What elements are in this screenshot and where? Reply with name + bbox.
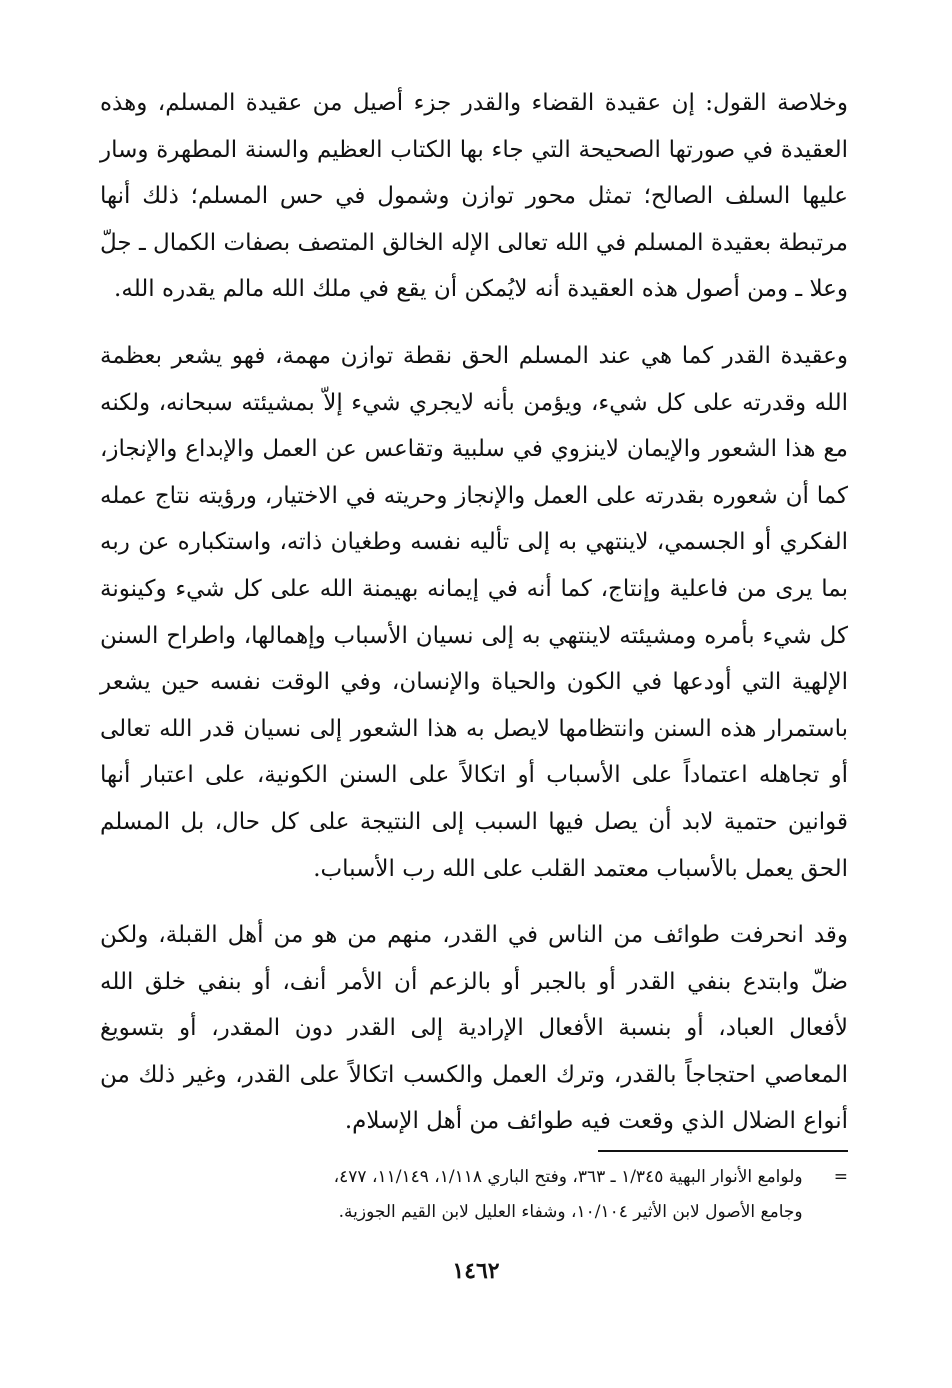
footnote-marker: =: [833, 1167, 848, 1187]
footnote-line-2: [100, 1195, 848, 1230]
page-body: [100, 80, 848, 1145]
paragraph-3: وقد انحرفت طوائف من الناس في القدر، منهم من هو من أهل القبلة، ولكن ضلّ وابتدع بنفي القدر أو بالجبر أو بالزعم أن الأمر أنف، أو بنفي خلق الله لأفعال العباد، أو بنسبة الأفعال الإرادية إلى القدر دون المقدر، أو بتسويغ المعاصي احتجاجاً بالقدر، وترك العمل والكسب اتكالاً على القدر، وغير ذلك من أنواع الضلال الذي وقعت فيه طوائف من أهل الإسلام.: [100, 922, 848, 1135]
footnote-text-2: وجامع الأصول لابن الأثير ١٠/١٠٤، وشفاء العليل لابن القيم الجوزية.: [338, 1202, 803, 1222]
footnote-text-1: ولوامع الأنوار البهية ١/٣٤٥ ـ ٣٦٣، وفتح الباري ١/١١٨، ١١/١٤٩، ٤٧٧،: [333, 1167, 803, 1187]
paragraph-2: وعقيدة القدر كما هي عند المسلم الحق نقطة توازن مهمة، فهو يشعر بعظمة الله وقدرته على كل شيء، ويؤمن بأنه لايجري شيء إلاّ بمشيئته سبحانه، ولكنه مع هذا الشعور والإيمان لاينزوي في سلبية وتقاعس عن العمل والإبداع والإنجاز، كما أن شعوره بقدرته على العمل والإنجاز وحريته في الاختيار، ورؤيته نتاج عمله الفكري أو الجسمي، لاينتهي به إلى تأليه نفسه وطغيان ذاته، واستكباره عن ربه بما يرى من فاعلية وإنتاج، كما أنه في إيمانه بهيمنة الله على كل شيء وكينونة كل شيء بأمره ومشيئته لاينتهي به إلى نسيان الأسباب وإهمالها، واطراح السنن الإلهية التي أودعها في الكون والحياة والإنسان، وفي الوقت نفسه حين يشعر باستمرار هذه السنن وانتظامها لايصل به هذا الشعور إلى نسيان قدر الله تعالى أو تجاهله اعتماداً على الأسباب أو اتكالاً على السنن الكونية، على اعتبار أنها قوانين حتمية لابد أن يصل فيها السبب إلى النتيجة على كل حال، بل المسلم الحق يعمل بالأسباب معتمد القلب على الله رب الأسباب.: [100, 342, 848, 882]
footnote-line-1: [100, 1160, 848, 1195]
footnote-separator: [598, 1150, 848, 1152]
footnote: [100, 1160, 848, 1230]
paragraph-1: وخلاصة القول: إن عقيدة القضاء والقدر جزء أصيل من عقيدة المسلم، وهذه العقيدة في صورتها الصحيحة التي جاء بها الكتاب العظيم والسنة المطهرة وسار عليها السلف الصالح؛ تمثل محور توازن وشمول في حس المسلم؛ ذلك أنها مرتبطة بعقيدة المسلم في الله تعالى الإله الخالق المتصف بصفات الكمال ـ جلّ وعلا ـ ومن أصول هذه العقيدة أنه لايُمكن أن يقع في ملك الله مالم يقدره الله.: [100, 90, 848, 303]
page-number: ١٤٦٢: [452, 1258, 500, 1284]
